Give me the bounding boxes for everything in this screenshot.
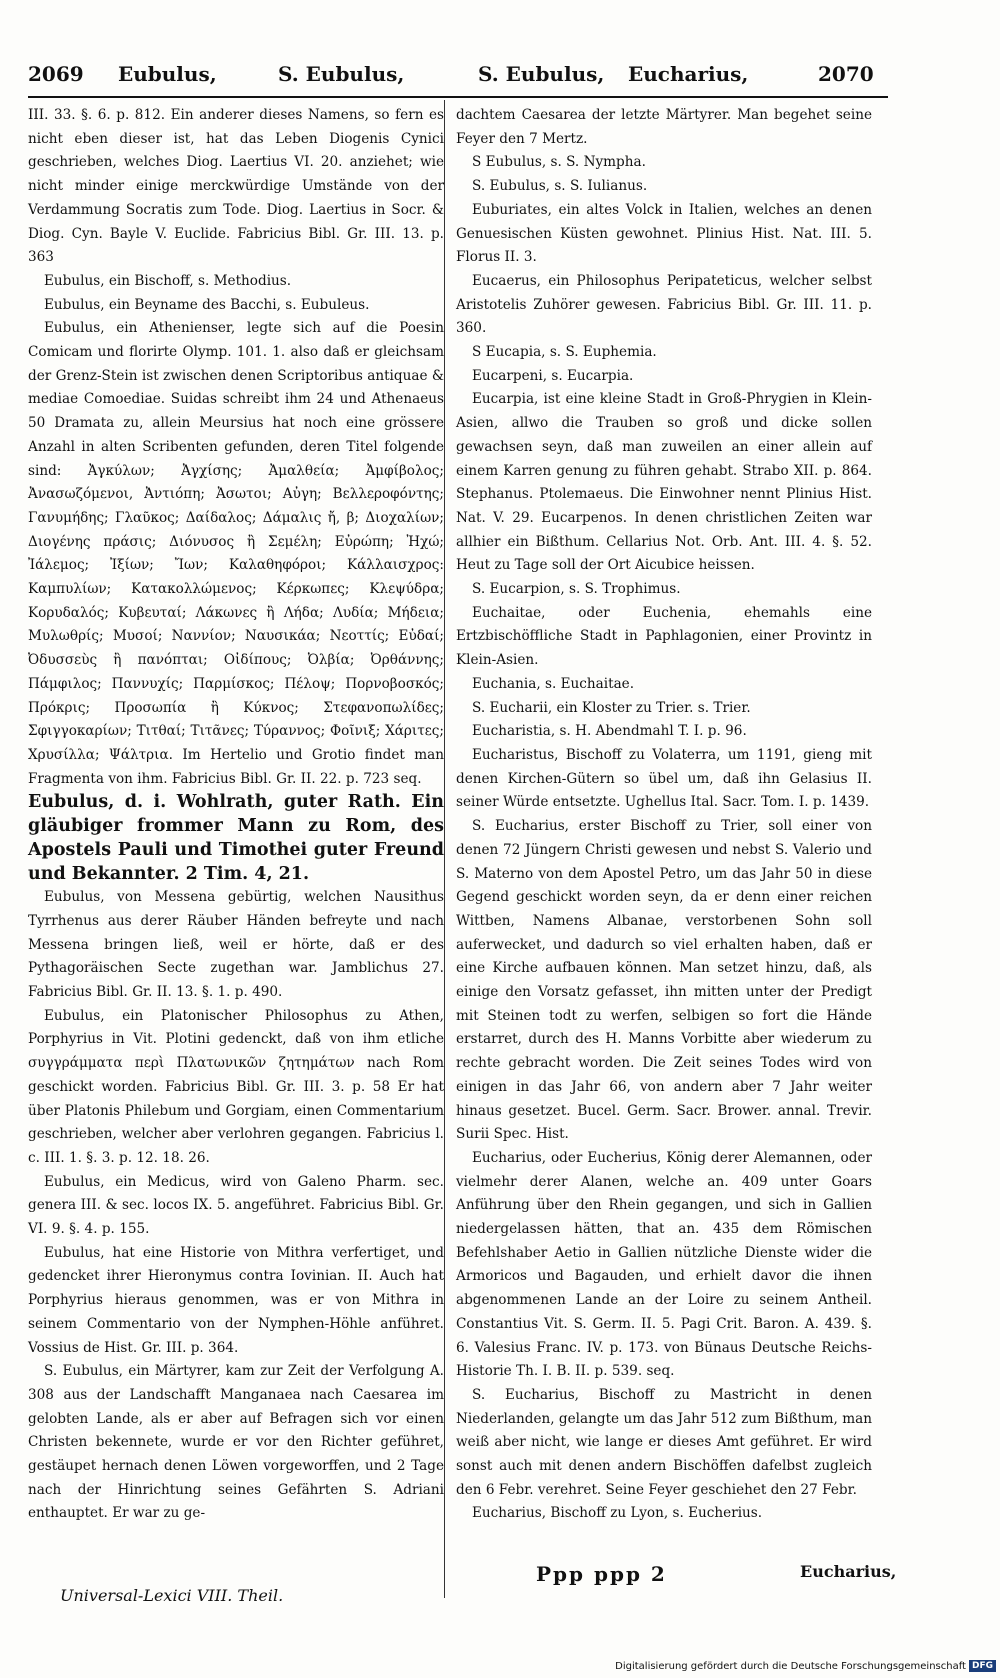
entry-paragraph: Euchaitae, oder Euchenia, ehemahls eine Ertzbischöffliche Stadt in Paphlagonien, einer Provintz in Klein-Asien. <box>456 604 872 669</box>
entry-paragraph: Eubulus, hat eine Historie von Mithra verfertiget, und gedencket ihrer Hieronymus contra Iovinian. II. Auch hat Porphyrius hieraus genommen, was er von Mithra in seinem Commentario von der Nymphen-Höhle anführet. Vossius de Hist. Gr. III. p. 364. <box>28 1244 444 1356</box>
signature-mark: Ppp ppp 2 <box>536 1562 667 1586</box>
entry-paragraph: Eucharius, Bischoff zu Lyon, s. Eucherius. <box>472 1505 763 1522</box>
entry-paragraph: Eucharius, oder Eucherius, König derer Alemannen, oder vielmehr derer Alanen, welche an. 409 unter Goars Anführung über den Rhein gegangen, und sich in Gallien niedergelassen hätten, that an. 435 dem Römischen Befehlshaber Aetio in Gallien nützliche Dienste wider die Armoricos und Bagauden, und erhielt davor die ihnen abgenommenen Lande an der Loire zu seinem Antheil. Constantius Vit. S. Germ. II. 5. Pagi Crit. Baron. A. 439. §. 6. Valesius Franc. IV. p. 173. von Bünaus Deutsche Reichs-Historie Th. I. B. II. p. 539. seq. <box>456 1149 872 1380</box>
entry-paragraph: Euchania, s. Euchaitae. <box>472 675 635 692</box>
entry-paragraph: S. Eucarpion, s. S. Trophimus. <box>472 581 681 598</box>
entry-paragraph: Eubulus, d. i. Wohlrath, guter Rath. Ein gläubiger frommer Mann zu Rom, des Apostels Pauli und Timothei guter Freund und Bekannter. 2 Tim. 4, 21. <box>28 792 444 884</box>
catchword: Eucharius, <box>800 1562 897 1581</box>
dfg-logo: DFG <box>969 1660 996 1672</box>
left-column <box>28 104 444 1526</box>
header-word-2: S. Eubulus, <box>278 62 405 86</box>
entry-paragraph: Eubulus, von Messena gebürtig, welchen Nausithus Tyrrhenus aus derer Räuber Händen befreyte und nach Messena bringen ließ, weil er hörte, daß er des Pythagoräischen Secte zugethan war. Jamblichus 27. Fabricius Bibl. Gr. II. 13. §. 1. p. 490. <box>28 889 444 1001</box>
entry-paragraph: Eubulus, ein Athenienser, legte sich auf die Poesin Comicam und florirte Olymp. 101. 1. also daß er gleichsam der Grenz-Stein ist zwischen denen Scriptoribus antiquae & mediae Comoediae. Suidas schreibt ihm 24 und Athenaeus 50 Dramata zu, allein Meursius hat noch eine grössere Anzahl in alten Scribenten gefunden, deren Titel folgende sind: Ἀγκύλων; Ἀγχίσης; Ἀμαλθεία; Ἀμφίβολος; Ἀνασωζόμενοι, Ἀντιόπη; Ἀσωτοι; Αὐγη; Βελλεροφόντης; Γανυμήδης; Γλαῦκος; Δαίδαλος; Δάμαλις ἤ, β; Διοχαλίων; Διογένης πράσις; Διόνυσος ἢ Σεμέλη; Εὐρώπη; Ἠχώ; Ἰάλεμος; Ἰξίων; Ἴων; Καλαθηφόροι; Κάλλαισχρος: Καμπυλίων; Κατακολλώμενος; Κέρκωπες; Κλεψύδρα; Κορυδαλός; Κυβευταί; Λάκωνες ἢ Λήδα; Λυδία; Μήδεια; Μυλωθρίς; Μυσοί; Ναννίον; Ναυσικάα; Νεοττίς; Εὐδαί; Ὀδυσσεὺς ἢ πανόπται; Οἰδίπους; Ὀλβία; Ὀρθάννης; Πάμφιλος; Παννυχίς; Παρμίσκος; Πέλοψ; Πορνοβοσκός; Πρόκρις; Προσωπία ἢ Κύκνος; Στεφανοπωλίδες; Σφιγγοκαρίων; Τιτθαί; Τιτᾶνες; Τύραννος; Φοῖνιξ; Χάριτες; Χρυσίλλα; Ψάλτρια. Im Hertelio und Grotio findet man Fragmenta von ihm. Fabricius Bibl. Gr. II. 22. p. 723 seq. <box>28 320 444 787</box>
digitization-credit <box>615 1660 996 1672</box>
entry-paragraph: Eubulus, ein Bischoff, s. Methodius. <box>44 272 292 289</box>
entry-paragraph: Eucaerus, ein Philosophus Peripateticus, welcher selbst Aristotelis Zuhörer gewesen. Fabricius Bibl. Gr. III. 11. p. 360. <box>456 272 872 337</box>
entry-paragraph: Eubulus, ein Platonischer Philosophus zu Athen, Porphyrius in Vit. Plotini gedenckt, daß von ihm etliche συγγράμματα περὶ Πλατωνικῶν ζητημάτων nach Rom geschickt worden. Fabricius Bibl. Gr. III. 3. p. 58 Er hat über Platonis Philebum und Gorgiam, einen Commentarium geschrieben, welcher aber verlohren gegangen. Fabricius l. c. III. 1. §. 3. p. 12. 18. 26. <box>28 1007 444 1166</box>
right-column <box>456 104 872 1526</box>
header-rule <box>28 96 888 98</box>
entry-paragraph: S Eubulus, s. S. Nympha. <box>472 154 646 171</box>
entry-paragraph: Euburiates, ein altes Volck in Italien, welches an denen Genuesischen Küsten gewohnet. Plinius Hist. Nat. III. 5. Florus II. 3. <box>456 201 872 266</box>
entry-paragraph: S. Eubulus, s. S. Iulianus. <box>472 178 648 195</box>
entry-paragraph: III. 33. §. 6. p. 812. Ein anderer dieses Namens, so fern es nicht eben dieser ist, hat das Leben Diogenis Cynici geschrieben, welches Diog. Laertius VI. 20. anziehet; wie nicht minder einige merckwürdige Umstände von der Verdammung Socratis zum Tode. Diog. Laertius in Socr. & Diog. Cyn. Bayle V. Euclide. Fabricius Bibl. Gr. III. 13. p. 363 <box>28 107 444 266</box>
entry-paragraph: S. Eucharii, ein Kloster zu Trier. s. Trier. <box>472 699 751 716</box>
footer-volume: Universal-Lexici VIII. Theil. <box>60 1586 284 1605</box>
column-divider <box>444 100 445 1598</box>
entry-paragraph: Eucharistia, s. H. Abendmahl T. I. p. 96. <box>472 723 747 740</box>
entry-paragraph: S. Eucharius, Bischoff zu Mastricht in denen Niederlanden, gelangte um das Jahr 512 zum Bißthum, man weiß aber nicht, wie lange er dieses Amt geführet. Er wird sonst auch mit denen andern Bischöffen dafelbst zugleich den 6 Febr. verehret. Seine Feyer geschiehet den 27 Febr. <box>456 1386 872 1498</box>
entry-paragraph: S. Eubulus, ein Märtyrer, kam zur Zeit der Verfolgung A. 308 aus der Landschafft Manganaea nach Caesarea im gelobten Lande, als er aber auf Befragen sich vor einen Christen bekennete, wurde er vor den Richter geführet, gestäupet hernach denen Löwen vorgeworffen, und 2 Tage nach der Hinrichtung seines Gefährten S. Adriani enthauptet. Er war zu ge- <box>28 1363 444 1522</box>
entry-paragraph: S. Eucharius, erster Bischoff zu Trier, soll einer von denen 72 Jüngern Christi gewesen und nebst S. Valerio und S. Materno von dem Apostel Petro, um das Jahr 50 in diese Gegend geschickt worden seyn, da er denn einer reichen Wittben, Namens Albanae, verstorbenen Sohn soll auferwecket, und dadurch so viel erhalten haben, daß er eine Kirche aufbauen können. Man setzet hinzu, daß, als einige den Vorsatz gefasset, ihn mitten unter der Predigt mit Steinen todt zu werfen, selbigen so fort die Hände erstarret, durch des H. Manns Vorbitte aber wiederum zu rechte gebracht worden. Die Zeit seines Todes wird von einigen in das Jahr 66, von andern aber 7 Jahr weiter hinaus gesetzet. Bucel. Germ. Sacr. Brower. annal. Trevir. Surii Spec. Hist. <box>456 818 872 1143</box>
running-header <box>28 62 888 96</box>
entry-paragraph: dachtem Caesarea der letzte Märtyrer. Man begehet seine Feyer den 7 Mertz. <box>456 107 872 147</box>
page-number-right: 2070 <box>818 62 874 86</box>
credit-text: Digitalisierung gefördert durch die Deutsche Forschungsgemeinschaft <box>615 1660 966 1672</box>
entry-paragraph: S Eucapia, s. S. Euphemia. <box>472 344 657 361</box>
header-word-4: Eucharius, <box>628 62 749 86</box>
entry-paragraph: Eubulus, ein Medicus, wird von Galeno Pharm. sec. genera III. & sec. locos IX. 5. angeführet. Fabricius Bibl. Gr. VI. 9. §. 4. p. 155. <box>28 1173 444 1238</box>
entry-paragraph: Eucarpia, ist eine kleine Stadt in Groß-Phrygien in Klein-Asien, allwo die Trauben so groß und dicke sollen gewachsen seyn, daß man zuweilen an einer allein auf einem Karren genung zu führen gehabt. Strabo XII. p. 864. Stephanus. Ptolemaeus. Die Einwohner nennt Plinius Hist. Nat. V. 29. Eucarpenos. In denen christlichen Zeiten war allhier ein Bißthum. Cellarius Not. Orb. Ant. III. 4. §. 52. Heut zu Tage soll der Ort Aicubice heissen. <box>456 391 872 574</box>
entry-paragraph: Eucarpeni, s. Eucarpia. <box>472 367 634 384</box>
entry-paragraph: Eubulus, ein Beyname des Bacchi, s. Eubuleus. <box>44 296 370 313</box>
entry-paragraph: Eucharistus, Bischoff zu Volaterra, um 1191, gieng mit denen Kirchen-Gütern so übel um, daß ihn Gelasius II. seiner Würde entsetzte. Ughellus Ital. Sacr. Tom. I. p. 1439. <box>456 746 872 811</box>
header-word-3: S. Eubulus, <box>478 62 605 86</box>
header-word-1: Eubulus, <box>118 62 217 86</box>
page-number-left: 2069 <box>28 62 84 86</box>
